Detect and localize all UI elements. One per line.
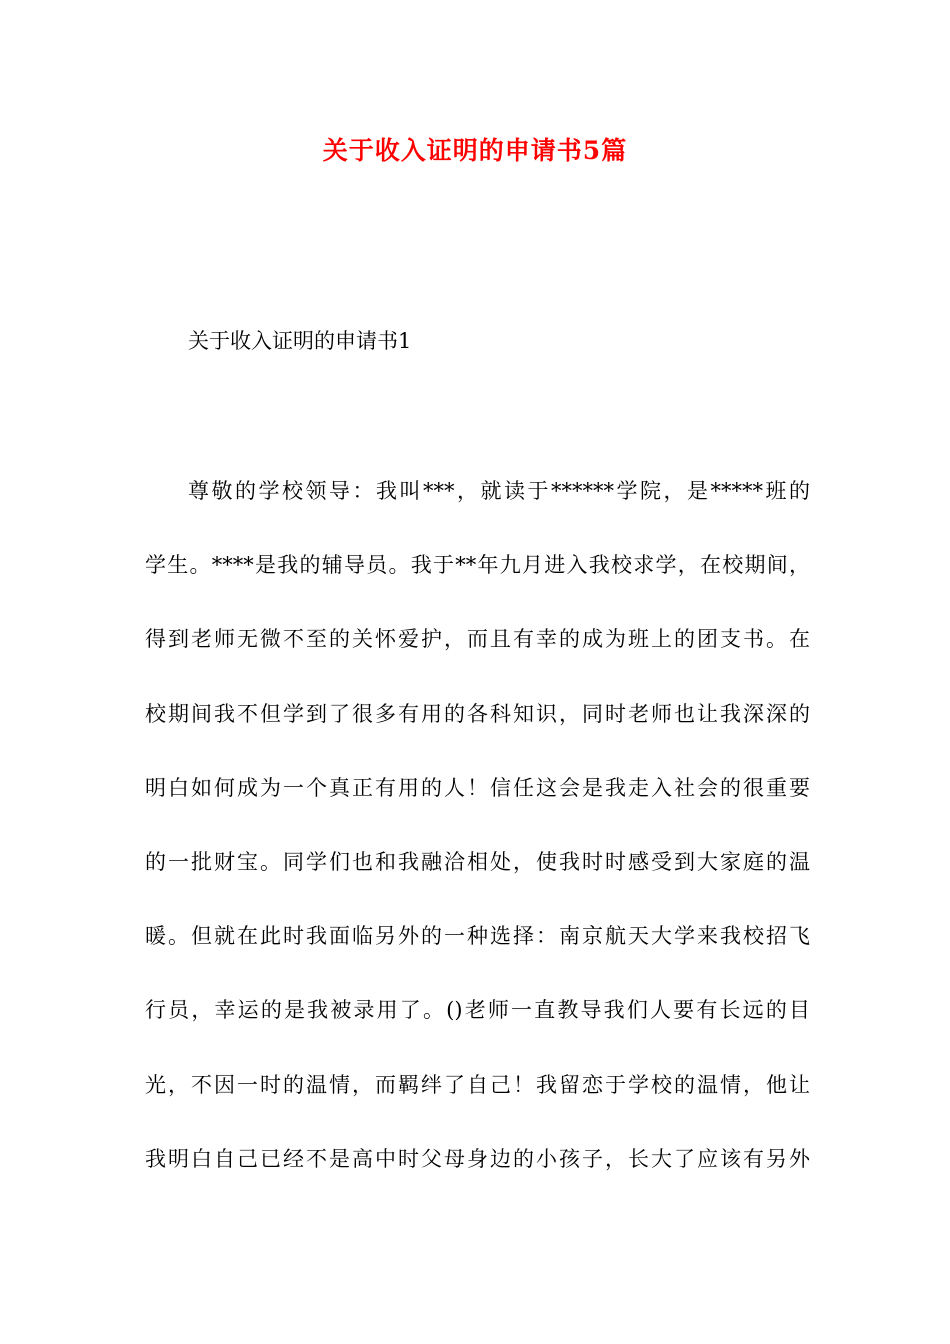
document-title: 关于收入证明的申请书5篇 (322, 136, 628, 165)
body-text (145, 475, 810, 1217)
body-line: 我明白自己已经不是高中时父母身边的小孩子，长大了应该有另外 (145, 1146, 810, 1171)
section-heading: 关于收入证明的申请书1 (188, 329, 412, 353)
body-line: 明白如何成为一个真正有用的人！信任这会是我走入社会的很重要 (145, 775, 810, 800)
body-line: 校期间我不但学到了很多有用的各科知识，同时老师也让我深深的 (145, 701, 810, 726)
body-line: 的一批财宝。同学们也和我融洽相处，使我时时感受到大家庭的温 (145, 849, 810, 874)
body-line: 得到老师无微不至的关怀爱护，而且有幸的成为班上的团支书。在 (145, 627, 810, 652)
body-line: 学生。****是我的辅导员。我于**年九月进入我校求学，在校期间， (145, 553, 810, 578)
body-line: 行员，幸运的是我被录用了。()老师一直教导我们人要有长远的目 (145, 998, 810, 1023)
body-line: 光，不因一时的温情，而羁绊了自己！我留恋于学校的温情，他让 (145, 1072, 810, 1097)
body-line: 尊敬的学校领导：我叫***，就读于******学院，是*****班的 (188, 479, 810, 503)
body-line: 暖。但就在此时我面临另外的一种选择：南京航天大学来我校招飞 (145, 924, 810, 949)
